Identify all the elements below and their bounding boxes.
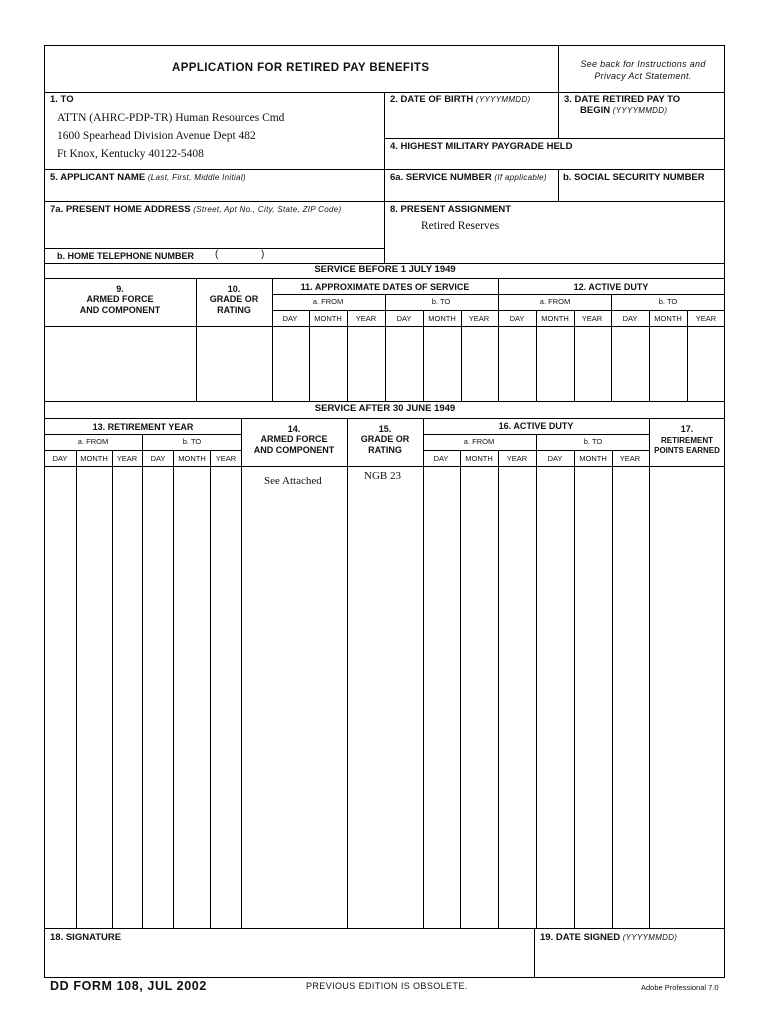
divider <box>44 248 384 249</box>
obsolete-notice: PREVIOUS EDITION IS OBSOLETE. <box>306 981 468 991</box>
col10-header <box>210 284 259 315</box>
date-retired-label-begin: BEGIN <box>580 104 611 116</box>
col14-line2: AND COMPONENT <box>253 444 335 455</box>
divider <box>44 326 725 327</box>
a-c13-from-year: YEAR <box>116 454 138 463</box>
dob-label-text: 2. DATE OF BIRTH <box>390 94 474 105</box>
form-title: APPLICATION FOR RETIRED PAY BENEFITS <box>172 62 430 74</box>
col11-from: a. FROM <box>312 297 344 306</box>
applicant-name-label <box>50 173 246 184</box>
col13-from: a. FROM <box>77 437 109 446</box>
col12-to: b. TO <box>658 297 678 306</box>
col10-num: 10. <box>227 284 241 294</box>
divider <box>423 418 424 929</box>
home-phone-field[interactable] <box>222 250 382 262</box>
date-retired-label-line1: 3. DATE RETIRED PAY TO <box>564 94 681 105</box>
assignment-field[interactable]: Retired Reserves <box>421 220 500 232</box>
divider <box>44 928 725 929</box>
b-c11-to-day: DAY <box>396 314 412 323</box>
col17-line1: RETIREMENT <box>660 436 713 446</box>
instructions-note-line1: See back for Instructions and <box>580 59 706 69</box>
col15-header <box>361 424 410 455</box>
b-c12-to-month: MONTH <box>654 314 682 323</box>
to-address-line3: Ft Knox, Kentucky 40122-5408 <box>57 147 204 160</box>
paygrade-field[interactable] <box>386 154 723 168</box>
divider <box>498 278 499 401</box>
divider <box>241 418 242 929</box>
home-phone-paren-open: ( <box>215 249 219 260</box>
col14-line1: ARMED FORCE <box>260 434 328 445</box>
b-c12-from-month: MONTH <box>541 314 569 323</box>
b-c11-to-year: YEAR <box>468 314 490 323</box>
before-approx-dates-field[interactable] <box>274 328 497 400</box>
retirement-points-field[interactable] <box>651 468 723 927</box>
divider <box>558 45 559 93</box>
service-number-hint: (If applicable) <box>494 173 547 182</box>
b-c12-to-year: YEAR <box>695 314 717 323</box>
home-phone-label-text: b. HOME TELEPHONE NUMBER <box>57 251 195 261</box>
after-1949-header: SERVICE AFTER 30 JUNE 1949 <box>314 403 456 414</box>
divider <box>347 418 348 929</box>
b-c11-from-month: MONTH <box>314 314 342 323</box>
col11-header: 11. APPROXIMATE DATES OF SERVICE <box>300 282 470 292</box>
divider <box>272 278 273 401</box>
service-number-label-text: 6a. SERVICE NUMBER <box>390 172 492 183</box>
col14-header <box>254 424 335 455</box>
home-address-label <box>50 205 341 216</box>
divider <box>534 928 535 978</box>
to-address-field[interactable] <box>57 110 284 163</box>
applicant-name-hint: (Last, First, Middle Initial) <box>147 173 246 182</box>
col17-header <box>654 424 720 455</box>
col12-from: a. FROM <box>539 297 571 306</box>
software-note: Adobe Professional 7.0 <box>641 983 719 992</box>
b-c12-from-day: DAY <box>509 314 525 323</box>
col10-line2: RATING <box>217 304 251 315</box>
home-address-field[interactable] <box>46 217 382 246</box>
divider <box>272 294 725 295</box>
a-c16-to-day: DAY <box>547 454 563 463</box>
to-label: 1. TO <box>50 94 74 105</box>
col16-to: b. TO <box>583 437 603 446</box>
before-1949-header: SERVICE BEFORE 1 JULY 1949 <box>314 264 456 275</box>
assignment-label: 8. PRESENT ASSIGNMENT <box>390 204 512 215</box>
a-c13-to-day: DAY <box>150 454 166 463</box>
retirement-year-field[interactable] <box>46 468 240 927</box>
b-c12-to-day: DAY <box>622 314 638 323</box>
a-c16-to-year: YEAR <box>619 454 641 463</box>
divider <box>384 169 385 201</box>
dob-hint: (YYYYMMDD) <box>475 95 531 104</box>
b-c12-from-year: YEAR <box>581 314 603 323</box>
to-address-line1: ATTN (AHRC-PDP-TR) Human Resources Cmd <box>57 112 285 124</box>
a-c13-to-month: MONTH <box>178 454 206 463</box>
divider <box>44 450 241 451</box>
divider <box>558 169 559 201</box>
armed-force-field[interactable]: See Attached <box>264 475 322 487</box>
before-active-duty-field[interactable] <box>500 328 723 400</box>
applicant-name-label-text: 5. APPLICANT NAME <box>50 172 146 183</box>
paygrade-label: 4. HIGHEST MILITARY PAYGRADE HELD <box>390 141 573 152</box>
a-c16-from-month: MONTH <box>465 454 493 463</box>
to-address-line2: 1600 Spearhead Division Avenue Dept 482 <box>57 129 256 142</box>
dob-field[interactable] <box>386 108 556 136</box>
active-duty-field[interactable] <box>425 468 647 927</box>
col16-from: a. FROM <box>463 437 495 446</box>
home-phone-label <box>57 251 194 261</box>
home-address-label-text: 7a. PRESENT HOME ADDRESS <box>50 204 191 215</box>
divider <box>384 201 385 264</box>
date-retired-label-line2 <box>564 106 680 117</box>
date-signed-label-text: 19. DATE SIGNED <box>540 932 621 943</box>
a-c13-from-day: DAY <box>52 454 68 463</box>
col11-to: b. TO <box>431 297 451 306</box>
divider <box>423 450 649 451</box>
col15-num: 15. <box>378 424 392 434</box>
date-retired-field[interactable] <box>560 118 723 136</box>
divider <box>44 278 725 279</box>
col17-num: 17. <box>680 424 694 434</box>
dob-label <box>390 95 530 106</box>
col16-header: 16. ACTIVE DUTY <box>498 421 574 431</box>
col9-line2: AND COMPONENT <box>79 304 161 315</box>
col9-line1: ARMED FORCE <box>86 294 154 305</box>
divider <box>44 418 725 419</box>
grade-field[interactable]: NGB 23 <box>364 470 401 482</box>
before-armed-force-field[interactable] <box>46 328 194 400</box>
divider <box>44 401 725 402</box>
col12-header: 12. ACTIVE DUTY <box>573 282 649 292</box>
col9-num: 9. <box>116 284 124 294</box>
form-id: DD FORM 108, JUL 2002 <box>50 979 207 993</box>
date-signed-label <box>540 933 677 944</box>
col15-line1: GRADE OR <box>360 434 410 445</box>
a-c16-from-year: YEAR <box>506 454 528 463</box>
divider <box>44 466 725 467</box>
before-grade-field[interactable] <box>198 328 270 400</box>
date-retired-hint: (YYYYMMDD) <box>612 105 668 115</box>
col14-num: 14. <box>287 424 301 434</box>
date-retired-label <box>564 95 680 117</box>
divider <box>384 138 725 139</box>
applicant-name-field[interactable] <box>46 185 382 199</box>
col13-to: b. TO <box>182 437 202 446</box>
divider <box>272 310 725 311</box>
divider <box>558 92 559 138</box>
col15-line2: RATING <box>368 444 402 455</box>
date-signed-field[interactable] <box>536 946 723 976</box>
home-phone-paren-close: ) <box>261 249 265 260</box>
divider <box>196 278 197 401</box>
divider <box>649 418 650 929</box>
service-number-field[interactable] <box>386 185 556 199</box>
date-signed-hint: (YYYYMMDD) <box>622 933 678 942</box>
a-c16-to-month: MONTH <box>579 454 607 463</box>
a-c16-from-day: DAY <box>433 454 449 463</box>
instructions-note <box>563 58 723 82</box>
col13-header: 13. RETIREMENT YEAR <box>92 422 194 432</box>
a-c13-to-year: YEAR <box>215 454 237 463</box>
instructions-note-line2: Privacy Act Statement. <box>594 71 692 82</box>
b-c11-from-day: DAY <box>282 314 298 323</box>
service-number-label <box>390 173 547 184</box>
col10-line1: GRADE OR <box>209 294 259 305</box>
home-address-hint: (Street, Apt No., City, State, ZIP Code) <box>193 205 342 214</box>
signature-field[interactable] <box>46 946 532 976</box>
col17-line2: POINTS EARNED <box>654 445 720 455</box>
ssn-field[interactable] <box>560 185 723 199</box>
col9-header <box>80 284 161 315</box>
a-c13-from-month: MONTH <box>80 454 108 463</box>
signature-label: 18. SIGNATURE <box>50 932 122 943</box>
b-c11-from-year: YEAR <box>355 314 377 323</box>
ssn-label: b. SOCIAL SECURITY NUMBER <box>563 172 705 183</box>
b-c11-to-month: MONTH <box>428 314 456 323</box>
divider <box>384 92 385 170</box>
